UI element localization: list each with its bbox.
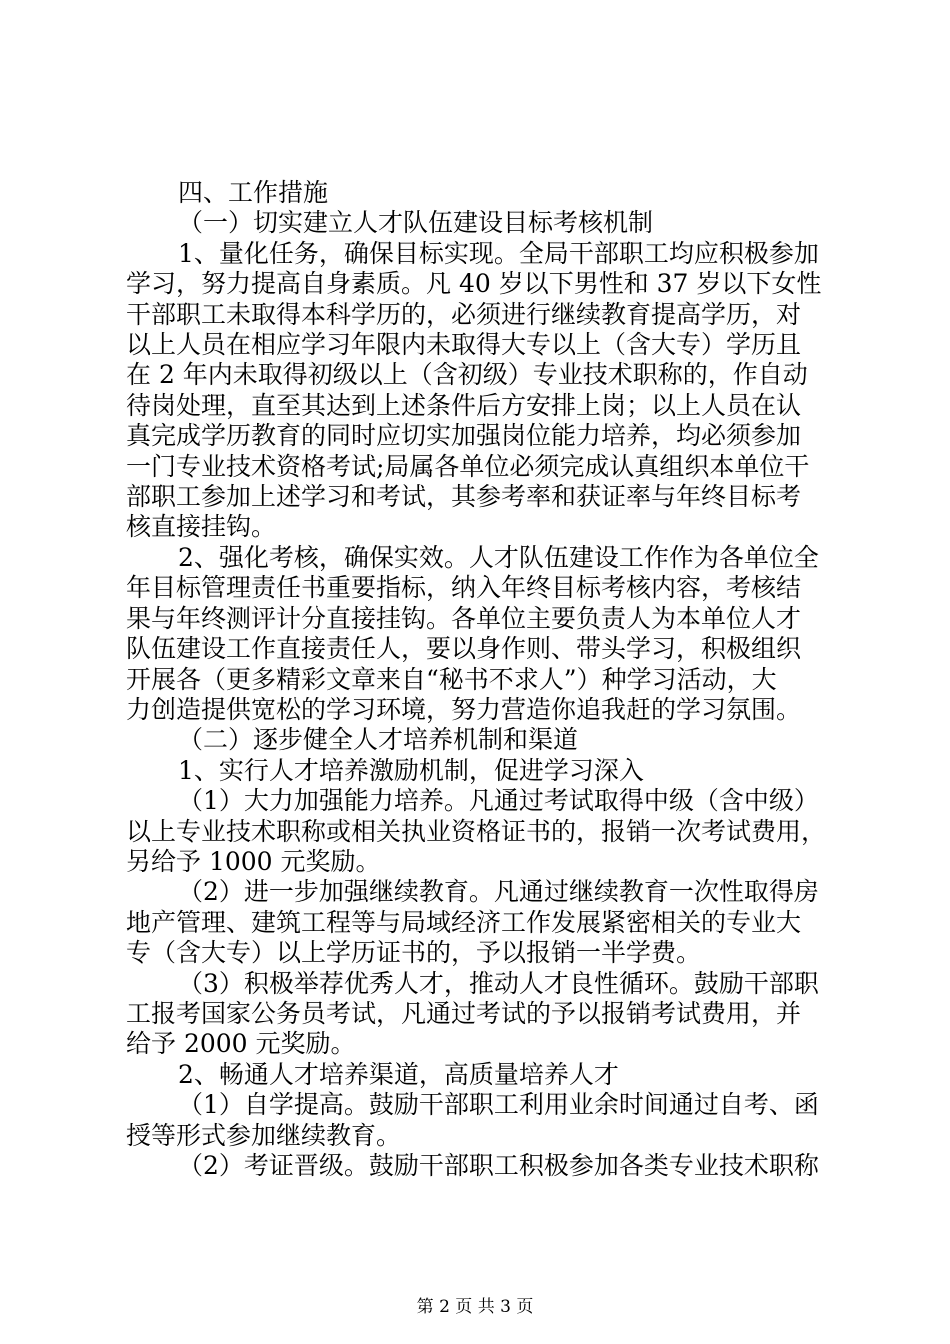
section-heading: 四、工作措施 [178, 178, 329, 207]
paragraph-line: （2）考证晋级。鼓励干部职工积极参加各类专业技术职称 [178, 1151, 819, 1180]
paragraph-line: 学习，努力提高自身素质。凡 40 岁以下男性和 37 岁以下女性 [126, 269, 822, 298]
paragraph-line: 地产管理、建筑工程等与局域经济工作发展紧密相关的专业大 [126, 908, 802, 937]
paragraph-line: 1、量化任务，确保目标实现。全局干部职工均应积极参加 [178, 239, 819, 268]
paragraph-line: 部职工参加上述学习和考试，其参考率和获证率与年终目标考 [126, 482, 802, 511]
paragraph-line: 队伍建设工作直接责任人，要以身作则、带头学习，积极组织 [126, 634, 802, 663]
paragraph-line: （1）大力加强能力培养。凡通过考试取得中级（含中级） [178, 786, 819, 815]
paragraph-line: 果与年终测评计分直接挂钩。各单位主要负责人为本单位人才 [126, 604, 802, 633]
paragraph-line: （1）自学提高。鼓励干部职工利用业余时间通过自考、函 [178, 1090, 819, 1119]
paragraph-line: 力创造提供宽松的学习环境，努力营造你追我赶的学习氛围。 [126, 695, 802, 724]
paragraph-line: 以上人员在相应学习年限内未取得大专以上（含大专）学历且 [126, 330, 802, 359]
paragraph-line: 开展各（更多精彩文章来自“秘书不求人”）种学习活动，大 [126, 665, 777, 694]
paragraph-line: 核直接挂钩。 [126, 512, 277, 541]
subsection-heading: （二）逐步健全人才培养机制和渠道 [178, 725, 579, 754]
subsection-heading: （一）切实建立人才队伍建设目标考核机制 [178, 208, 654, 237]
paragraph-line: 2、强化考核，确保实效。人才队伍建设工作作为各单位全 [178, 543, 819, 572]
paragraph-line: 1、实行人才培养激励机制，促进学习深入 [178, 756, 644, 785]
paragraph-line: 以上专业技术职称或相关执业资格证书的，报销一次考试费用， [126, 817, 827, 846]
paragraph-line: 在 2 年内未取得初级以上（含初级）专业技术职称的，作自动 [126, 360, 808, 389]
paragraph-line: 真完成学历教育的同时应切实加强岗位能力培养，均必须参加 [126, 421, 802, 450]
paragraph-line: 年目标管理责任书重要指标，纳入年终目标考核内容，考核结 [126, 573, 802, 602]
paragraph-line: 2、畅通人才培养渠道，高质量培养人才 [178, 1060, 619, 1089]
paragraph-line: 授等形式参加继续教育。 [126, 1121, 402, 1150]
paragraph-line: 干部职工未取得本科学历的，必须进行继续教育提高学历，对 [126, 300, 802, 329]
paragraph-line: 专（含大专）以上学历证书的，予以报销一半学费。 [126, 938, 702, 967]
paragraph-line: （3）积极举荐优秀人才，推动人才良性循环。鼓励干部职 [178, 969, 819, 998]
paragraph-line: （2）进一步加强继续教育。凡通过继续教育一次性取得房 [178, 877, 819, 906]
paragraph-line: 一门专业技术资格考试;局属各单位必须完成认真组织本单位干 [126, 452, 810, 481]
paragraph-line: 待岗处理，直至其达到上述条件后方安排上岗；以上人员在认 [126, 391, 802, 420]
page-footer: 第 2 页 共 3 页 [416, 1297, 534, 1317]
paragraph-line: 给予 2000 元奖励。 [126, 1029, 356, 1058]
paragraph-line: 另给予 1000 元奖励。 [126, 847, 381, 876]
paragraph-line: 工报考国家公务员考试，凡通过考试的予以报销考试费用，并 [126, 999, 802, 1028]
